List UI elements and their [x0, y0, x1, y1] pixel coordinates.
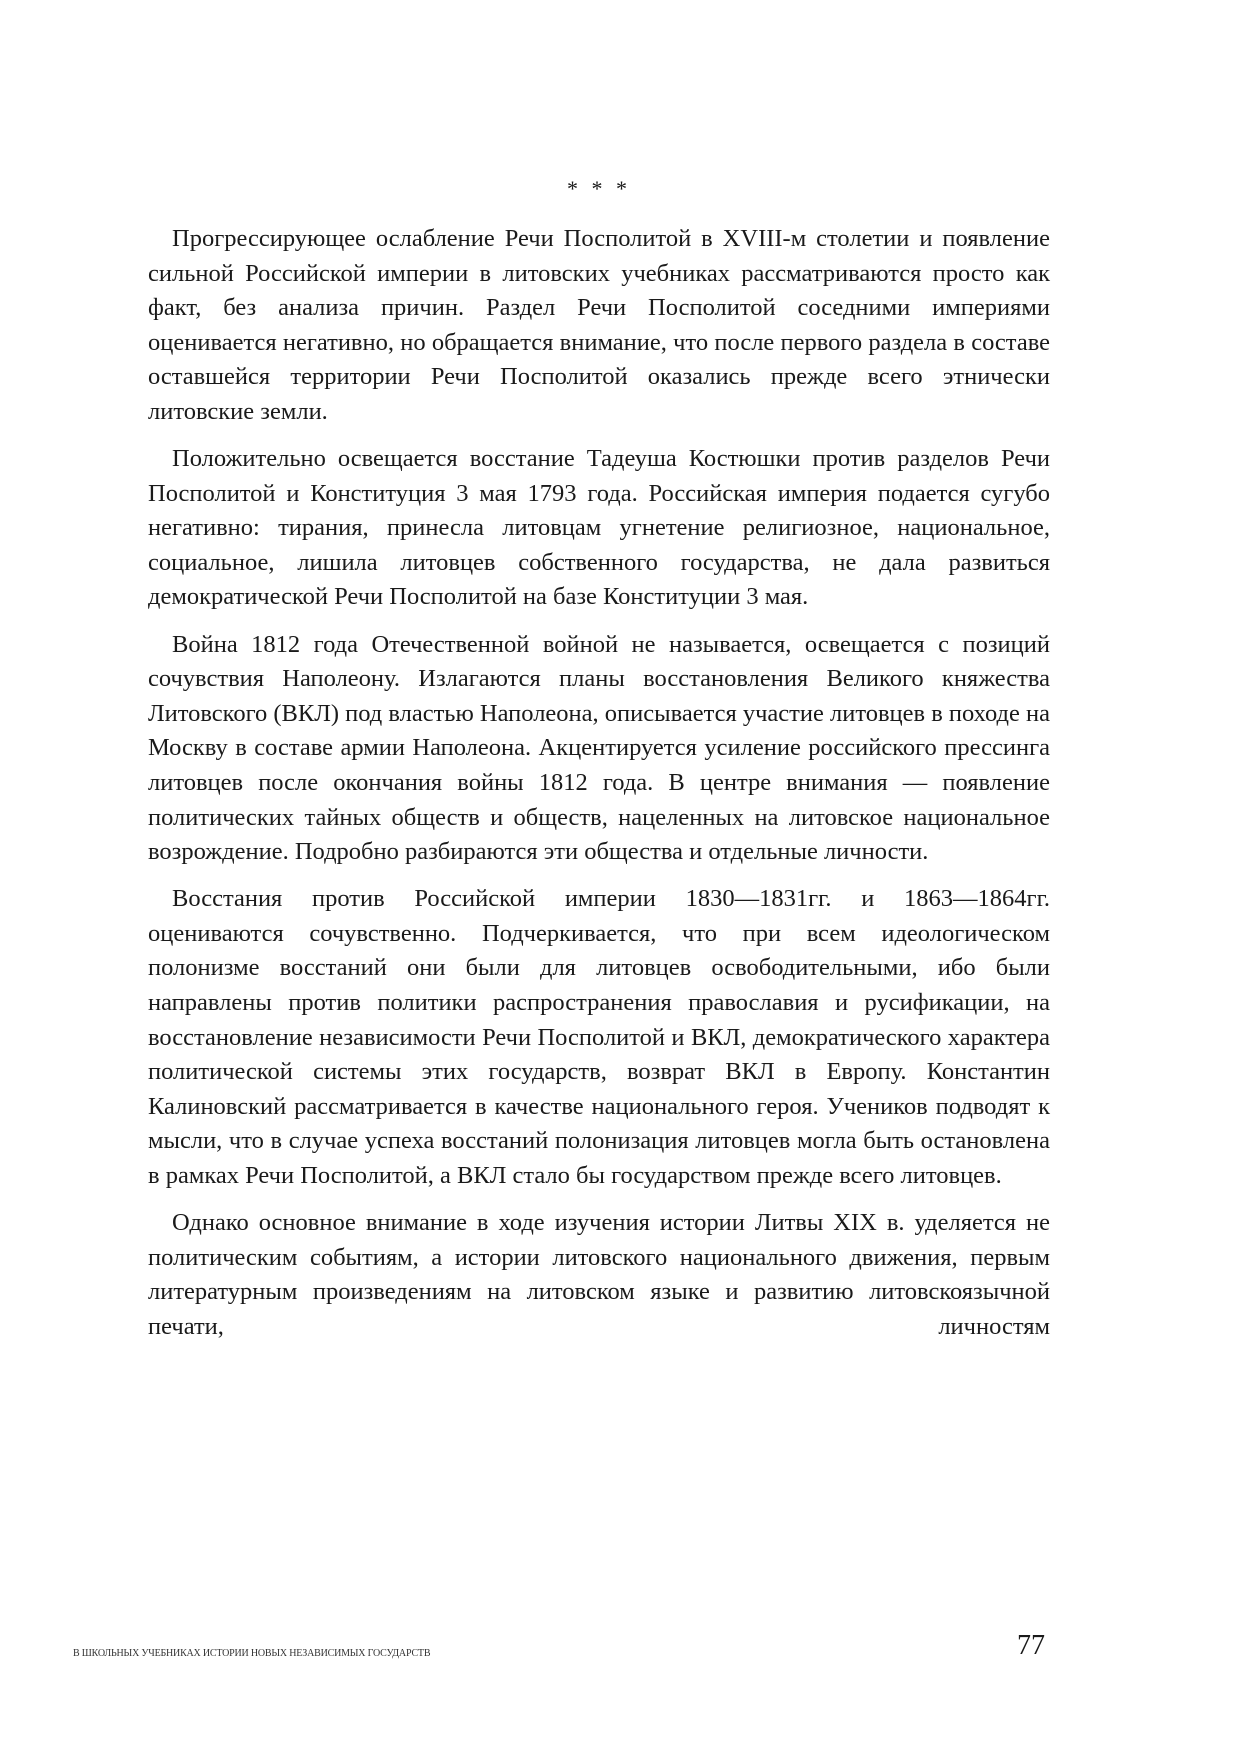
- section-separator: * * *: [567, 176, 631, 201]
- page-number: 77: [1017, 1630, 1045, 1661]
- document-body: [148, 222, 1050, 1357]
- running-footer: В ШКОЛЬНЫХ УЧЕБНИКАХ ИСТОРИИ НОВЫХ НЕЗАВИСИМЫХ ГОСУДАРСТВ: [73, 1648, 431, 1659]
- paragraph: Однако основное внимание в ходе изучения истории Литвы XIX в. уделяется не политическим событиям, а истории литовского национального движения, первым литературным произведениям на литовском языке и развитию литовскоязычной печати, личностям: [148, 1209, 1050, 1340]
- paragraph: Прогрессирующее ослабление Речи Посполитой в XVIII-м столетии и появление сильной Российской империи в литовских учебниках рассматриваются просто как факт, без анализа причин. Раздел Речи Посполитой соседними империями оценивается негативно, но обращается внимание, что после первого раздела в составе оставшейся территории Речи Посполитой оказались прежде всего этнически литовские земли.: [148, 225, 1050, 425]
- paragraph: Восстания против Российской империи 1830—1831гг. и 1863—1864гг. оцениваются сочувственно. Подчеркивается, что при всем идеологическом полонизме восстаний они были для литовцев освободительными, ибо были направлены против политики распространения православия и русификации, на восстановление независимости Речи Посполитой и ВКЛ, демократического характера политической системы этих государств, возврат ВКЛ в Европу. Константин Калиновский рассматривается в качестве национального героя. Учеников подводят к мысли, что в случае успеха восстаний полонизация литовцев могла быть остановлена в рамках Речи Посполитой, а ВКЛ стало бы государством прежде всего литовцев.: [148, 885, 1050, 1189]
- paragraph: Война 1812 года Отечественной войной не называется, освещается с позиций сочувствия Наполеону. Излагаются планы восстановления Великого княжества Литовского (ВКЛ) под властью Наполеона, описывается участие литовцев в походе на Москву в составе армии Наполеона. Акцентируется усиление российского прессинга литовцев после окончания войны 1812 года. В центре внимания — появление политических тайных обществ и обществ, нацеленных на литовское национальное возрождение. Подробно разбираются эти общества и отдельные личности.: [148, 630, 1050, 866]
- paragraph: Положительно освещается восстание Тадеуша Костюшки против разделов Речи Посполитой и Конституция 3 мая 1793 года. Российская империя подается сугубо негативно: тирания, принесла литовцам угнетение религиозное, национальное, социальное, лишила литовцев собственного государства, не дала развиться демократической Речи Посполитой на базе Конституции 3 мая.: [148, 445, 1050, 611]
